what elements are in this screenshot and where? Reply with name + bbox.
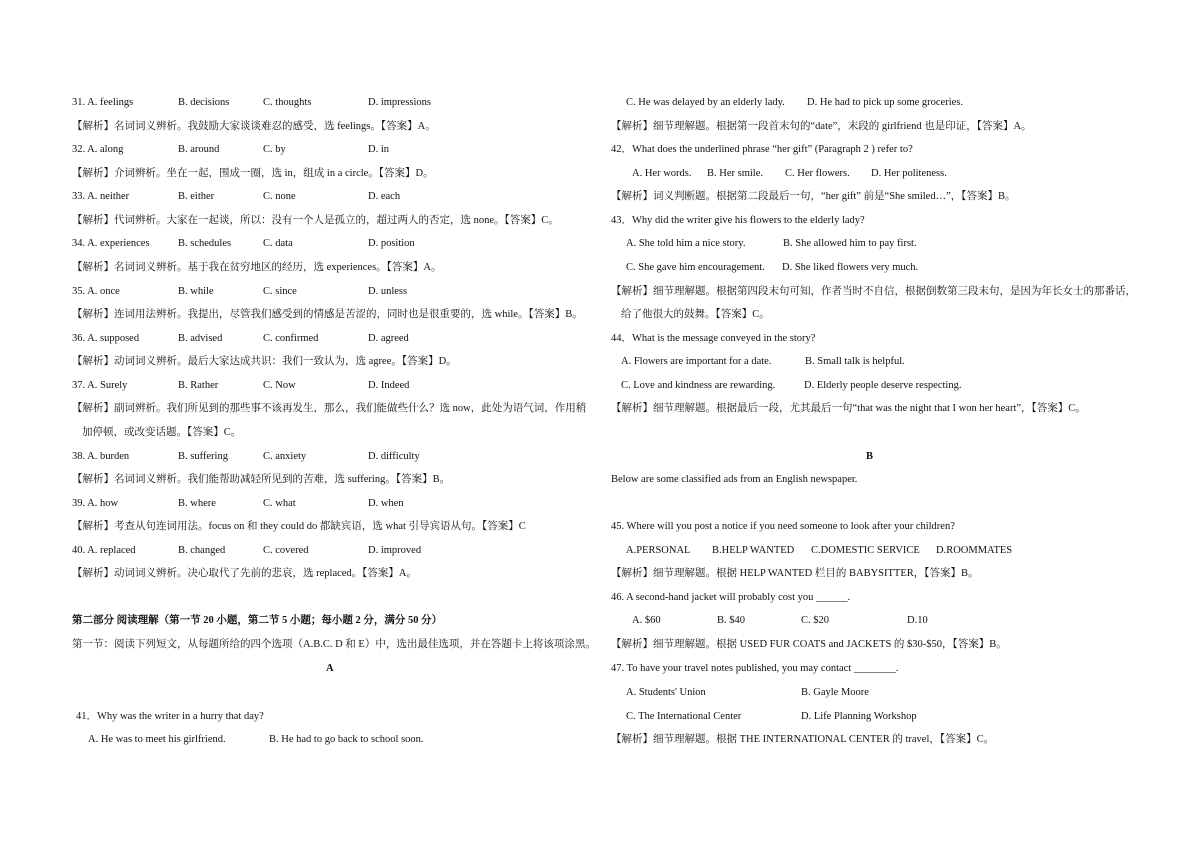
option-a: 38. A. burden (72, 451, 130, 462)
option-a: 40. A. replaced (72, 545, 136, 556)
option-b: B. schedules (178, 238, 232, 249)
explanation-43-line-1: 【解析】细节理解题。根据第四段末句可知，作者当时不自信，根据倒数第三段末句，是因为年长女士的那番话， (611, 286, 1136, 297)
option-d: D. Life Planning Workshop (801, 711, 917, 722)
question-43: 43．Why did the writer give his flowers to the elderly lady? (611, 215, 865, 226)
explanation-33: 【解析】代词辨析。大家在一起谈，所以：没有一个人是孤立的，超过两人的否定，选 none。【答案】C。 (72, 215, 559, 226)
option-d: D.10 (907, 615, 928, 626)
explanation-38: 【解析】名词词义辨析。我们能帮助减轻所见到的苦难，选 suffering。【答案】B。 (72, 474, 451, 485)
option-c: C.DOMESTIC SERVICE (811, 545, 920, 556)
option-b: B. $40 (717, 615, 746, 626)
question-41: 41．Why was the writer in a hurry that day? (76, 711, 264, 722)
option-a: A. $60 (632, 615, 661, 626)
option-b: B. She allowed him to pay first. (783, 238, 917, 249)
explanation-43-line-2: 给了他很大的鼓舞。【答案】C。 (621, 309, 770, 320)
explanation-45: 【解析】细节理解题。根据 HELP WANTED 栏目的 BABYSITTER，【答案】B。 (611, 568, 979, 579)
option-a: 37. A. Surely (72, 380, 128, 391)
option-b: B.HELP WANTED (712, 545, 795, 556)
option-d: D.ROOMMATES (936, 545, 1013, 556)
option-b: B. Rather (178, 380, 219, 391)
option-d: D. position (368, 238, 415, 249)
option-c: C. The International Center (626, 711, 742, 722)
question-46: 46. A second-hand jacket will probably cost you ______. (611, 592, 851, 603)
option-b: B. decisions (178, 97, 230, 108)
explanation-46: 【解析】细节理解题。根据 USED FUR COATS and JACKETS 的 $30-$50，【答案】B。 (611, 639, 1007, 650)
section-a-heading: A (326, 663, 334, 674)
option-a: 33. A. neither (72, 191, 130, 202)
explanation-34: 【解析】名词词义辨析。基于我在贫穷地区的经历，选 experiences。【答案】A。 (72, 262, 442, 273)
question-45: 45. Where will you post a notice if you need someone to look after your children? (611, 521, 955, 532)
option-d: D. each (368, 191, 401, 202)
option-b: B. Gayle Moore (801, 687, 869, 698)
option-c: C. He was delayed by an elderly lady. (626, 97, 785, 108)
explanation-36: 【解析】动词词义辨析。最后大家达成共识：我们一致认为，选 agree。【答案】D。 (72, 356, 457, 367)
explanation-35: 【解析】连词用法辨析。我提出，尽管我们感受到的情感是苦涩的，同时也是很重要的，选 while。【答案】B。 (72, 309, 583, 320)
option-a: 35. A. once (72, 286, 120, 297)
explanation-31: 【解析】名词词义辨析。我鼓励大家谈谈难忍的感受，选 feelings。【答案】A。 (72, 121, 436, 132)
option-b: B. Small talk is helpful. (805, 356, 905, 367)
explanation-47: 【解析】细节理解题。根据 THE INTERNATIONAL CENTER 的 travel，【答案】C。 (611, 734, 995, 745)
part-2-instructions: 第一节：阅读下列短文，从每题所给的四个选项（A.B.C. D 和 E）中，选出最佳选项，并在答题卡上将该项涂黑。 (72, 639, 596, 650)
option-b: B. either (178, 191, 215, 202)
option-d: D. improved (368, 545, 422, 556)
option-d: D. in (368, 144, 389, 155)
option-d: D. She liked flowers very much. (782, 262, 919, 273)
option-a: A. Her words. (632, 168, 692, 179)
option-b: B. He had to go back to school soon. (269, 734, 424, 745)
option-d: D. when (368, 498, 404, 509)
explanation-39: 【解析】考查从句连词用法。focus on 和 they could do 都缺宾语，选 what 引导宾语从句。【答案】C (72, 521, 526, 532)
option-d: D. He had to pick up some groceries. (807, 97, 963, 108)
explanation-41: 【解析】细节理解题。根据第一段首末句的“date”，末段的 girlfriend 也是印证，【答案】A。 (611, 121, 1032, 132)
option-c: C. none (263, 191, 296, 202)
option-c: C. what (263, 498, 296, 509)
question-44: 44．What is the message conveyed in the story? (611, 333, 816, 344)
option-b: B. Her smile. (707, 168, 763, 179)
part-2-title: 第二部分 阅读理解（第一节 20 小题，第二节 5 小题；每小题 2 分，满分 50 分） (72, 615, 443, 626)
option-a: A.PERSONAL (626, 545, 691, 556)
option-a: 34. A. experiences (72, 238, 150, 249)
section-b-intro: Below are some classified ads from an English newspaper. (611, 474, 858, 485)
option-a: 32. A. along (72, 144, 124, 155)
option-c: C. by (263, 144, 286, 155)
option-a: 36. A. supposed (72, 333, 140, 344)
option-b: B. around (178, 144, 220, 155)
option-d: D. Indeed (368, 380, 410, 391)
option-b: B. where (178, 498, 216, 509)
option-d: D. Elderly people deserve respecting. (804, 380, 962, 391)
explanation-37-line-2: 加停顿，或改变话题。【答案】C。 (82, 427, 242, 438)
option-c: C. Love and kindness are rewarding. (621, 380, 776, 391)
option-d: D. agreed (368, 333, 409, 344)
section-b-heading: B (866, 451, 874, 462)
option-c: C. confirmed (263, 333, 319, 344)
option-b: B. while (178, 286, 214, 297)
option-d: D. impressions (368, 97, 431, 108)
option-c: C. data (263, 238, 293, 249)
option-a: 39. A. how (72, 498, 119, 509)
option-c: C. covered (263, 545, 309, 556)
option-b: B. suffering (178, 451, 228, 462)
option-c: C. thoughts (263, 97, 312, 108)
option-a: A. She told him a nice story. (626, 238, 746, 249)
option-c: C. $20 (801, 615, 830, 626)
option-c: C. Her flowers. (785, 168, 850, 179)
explanation-40: 【解析】动词词义辨析。决心取代了先前的悲哀，选 replaced。【答案】A。 (72, 568, 418, 579)
option-c: C. since (263, 286, 297, 297)
option-c: C. anxiety (263, 451, 307, 462)
option-b: B. advised (178, 333, 223, 344)
option-a: 31. A. feelings (72, 97, 134, 108)
option-d: D. difficulty (368, 451, 420, 462)
option-a: A. He was to meet his girlfriend. (88, 734, 226, 745)
option-b: B. changed (178, 545, 226, 556)
option-d: D. Her politeness. (871, 168, 947, 179)
option-a: A. Flowers are important for a date. (621, 356, 772, 367)
explanation-32: 【解析】介词辨析。坐在一起，围成一圈，选 in，组成 in a circle。【答案】D。 (72, 168, 434, 179)
option-c: C. Now (263, 380, 296, 391)
option-d: D. unless (368, 286, 408, 297)
explanation-37-line-1: 【解析】副词辨析。我们所见到的那些事不该再发生，那么，我们能做些什么？选 now，此处为语气词，作用稍 (72, 403, 587, 414)
option-a: A. Students' Union (626, 687, 706, 698)
option-c: C. She gave him encouragement. (626, 262, 765, 273)
explanation-44: 【解析】细节理解题。根据最后一段，尤其最后一句“that was the night that I won her heart”，【答案】C。 (611, 403, 1086, 414)
question-47: 47. To have your travel notes published, you may contact ________. (611, 663, 899, 674)
question-42: 42．What does the underlined phrase “her gift” (Paragraph 2 ) refer to? (611, 144, 913, 155)
explanation-42: 【解析】词义判断题。根据第二段最后一句，“her gift” 前是“She smiled…”，【答案】B。 (611, 191, 1016, 202)
